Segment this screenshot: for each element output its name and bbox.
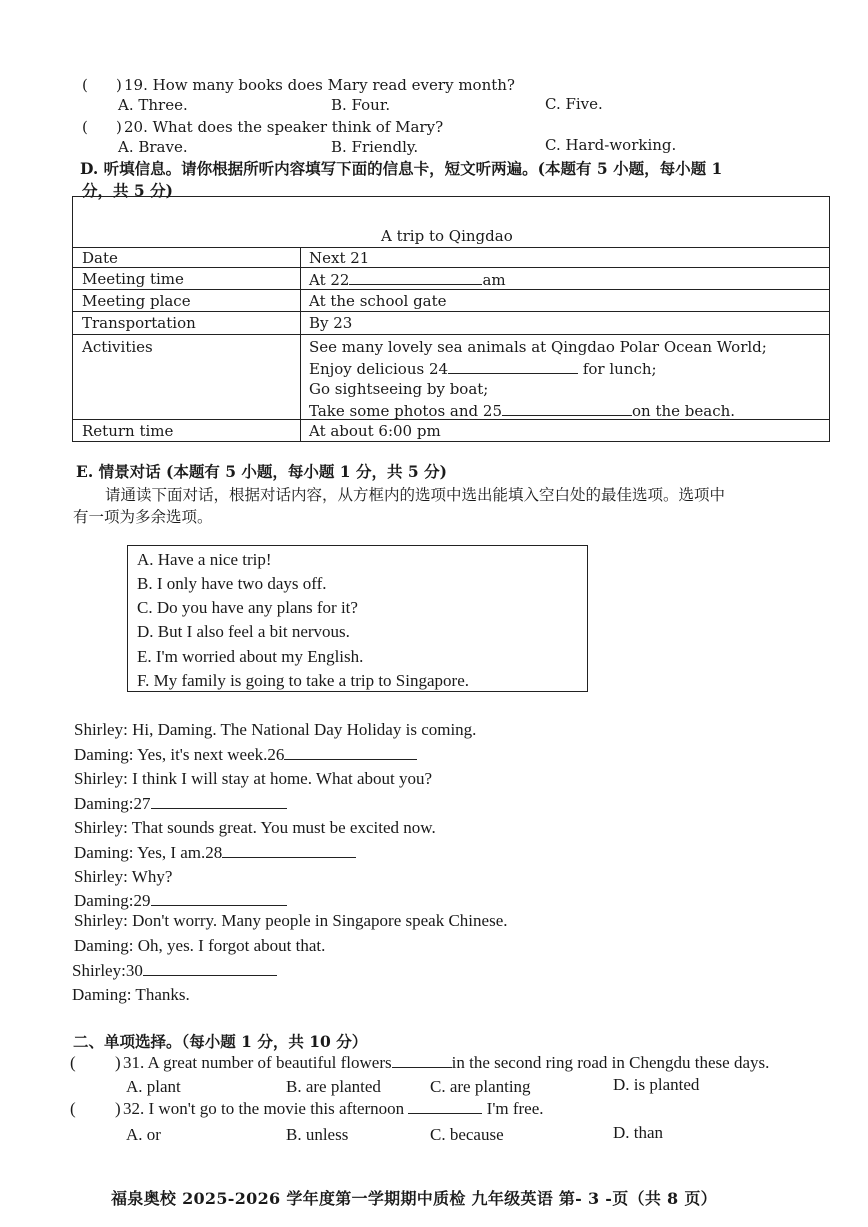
row-label: Activities [82,338,153,356]
row-return-time [73,420,829,441]
activities-line-4 [309,401,735,420]
dialogue-line: Daming:29 [74,891,287,911]
row-meeting-place [73,290,829,312]
page-footer: 福泉奥校 2025-2026 学年度第一学期期中质检 九年级英语 第- 3 -页（共 8 页） [111,1189,717,1208]
q31-stem: 31. A great number of beautiful flowers in the second ring road in Chengdu these days. [123,1053,770,1072]
q32-option-a: A. or [126,1125,161,1144]
blank-32[interactable] [408,1099,482,1114]
q31-option-b: B. are planted [286,1077,381,1096]
blank-29[interactable] [151,891,287,906]
option-b: B. I only have two days off. [137,574,327,593]
activities-line-1: See many lovely sea animals at Qingdao Polar Ocean World; [309,338,767,356]
q32-answer-paren-open[interactable]: ( [70,1099,76,1118]
q31-option-a: A. plant [126,1077,181,1096]
q32-stem: 32. I won't go to the movie this afternoon I'm free. [123,1099,544,1118]
q20-answer-paren-open[interactable]: ( [82,118,88,136]
activities-24-prefix: Enjoy delicious 24 [309,360,449,378]
blank-22[interactable] [349,270,482,285]
q32-answer-paren-close: ) [115,1099,121,1118]
blank-27[interactable] [151,794,287,809]
q31-answer-paren-close: ) [115,1053,121,1072]
row-date [73,247,829,268]
dialogue-line: Daming: Thanks. [72,985,190,1004]
option-d: D. But I also feel a bit nervous. [137,622,350,641]
q31-option-d: D. is planted [613,1075,700,1094]
section-d-heading-cont: 分，共 5 分) [82,181,173,200]
dialogue-line: Shirley: That sounds great. You must be excited now. [74,818,436,837]
activities-line-2 [309,359,657,378]
row-activities [73,335,829,420]
row-label: Transportation [82,314,196,332]
option-f: F. My family is going to take a trip to Singapore. [137,671,469,690]
dialogue-line: Daming: Yes, it's next week.26 [74,745,417,765]
activities-24-suffix: for lunch; [582,360,657,378]
q19-answer-paren-close: ) [116,76,122,94]
activities-25-prefix: Take some photos and 25 [309,402,502,420]
blank-26[interactable] [284,745,417,760]
blank-24[interactable] [448,359,578,374]
row-value: By 23 [309,314,353,332]
section-e-instructions: 请通读下面对话，根据对话内容，从方框内的选项中选出能填入空白处的最佳选项。选项中 [105,486,726,504]
option-e: E. I'm worried about my English. [137,647,364,666]
blank-28[interactable] [222,843,356,858]
blank-30[interactable] [143,961,277,976]
q20-option-c: C. Hard-working. [545,136,677,154]
row-value: Next 21 [309,249,370,267]
q19-option-a: A. Three. [118,96,188,114]
dialogue-line: Daming: Yes, I am.28 [74,843,356,863]
section-e-instructions-cont: 有一项为多余选项。 [73,508,213,526]
row-value [309,270,506,289]
q19-option-c: C. Five. [545,95,603,113]
row-transportation [73,312,829,335]
q32-option-b: B. unless [286,1125,349,1144]
q32-option-c: C. because [430,1125,504,1144]
activities-line-3: Go sightseeing by boat; [309,380,489,398]
row-meeting-time [73,268,829,290]
activities-25-suffix: on the beach. [632,402,736,420]
dialogue-line: Shirley: Don't worry. Many people in Singapore speak Chinese. [74,911,508,930]
dialogue-line: Daming: Oh, yes. I forgot about that. [74,936,326,955]
dialogue-line: Shirley:30 [72,961,277,981]
meeting-time-prefix: At 22 [309,271,350,289]
row-label: Return time [82,422,174,440]
row-value: At the school gate [309,292,447,310]
q31-option-c: C. are planting [430,1077,531,1096]
blank-31[interactable] [392,1053,452,1068]
q19-stem: 19. How many books does Mary read every month? [124,76,515,94]
q20-stem: 20. What does the speaker think of Mary? [124,118,444,136]
section-d-heading: D. 听填信息。请你根据所听内容填写下面的信息卡，短文听两遍。(本题有 5 小题，每小题 1 [80,159,723,178]
options-box [127,545,588,692]
q19-option-b: B. Four. [331,96,391,114]
blank-25[interactable] [502,401,632,416]
dialogue-line: Shirley: I think I will stay at home. What about you? [74,769,433,788]
row-label: Date [82,249,118,267]
dialogue-line: Shirley: Hi, Daming. The National Day Holiday is coming. [74,720,477,739]
q31-answer-paren-open[interactable]: ( [70,1053,76,1072]
info-card-table [72,196,830,442]
option-c: C. Do you have any plans for it? [137,598,358,617]
dialogue-line: Shirley: Why? [74,867,173,886]
section-e-heading: E. 情景对话 (本题有 5 小题，每小题 1 分，共 5 分) [76,462,447,481]
info-card-title-row [73,197,829,248]
row-label: Meeting time [82,270,184,288]
dialogue-line: Daming:27 [74,794,287,814]
option-a: A. Have a nice trip! [137,550,272,569]
meeting-time-suffix: am [482,271,506,289]
q20-answer-paren-close: ) [116,118,122,136]
row-value: At about 6:00 pm [309,422,441,440]
info-card-title: A trip to Qingdao [381,227,513,245]
q20-option-b: B. Friendly. [331,138,419,156]
row-label: Meeting place [82,292,191,310]
section-2-heading: 二、单项选择。（每小题 1 分，共 10 分） [73,1032,368,1051]
q32-option-d: D. than [613,1123,664,1142]
q19-answer-paren-open[interactable]: ( [82,76,88,94]
q20-option-a: A. Brave. [118,138,188,156]
